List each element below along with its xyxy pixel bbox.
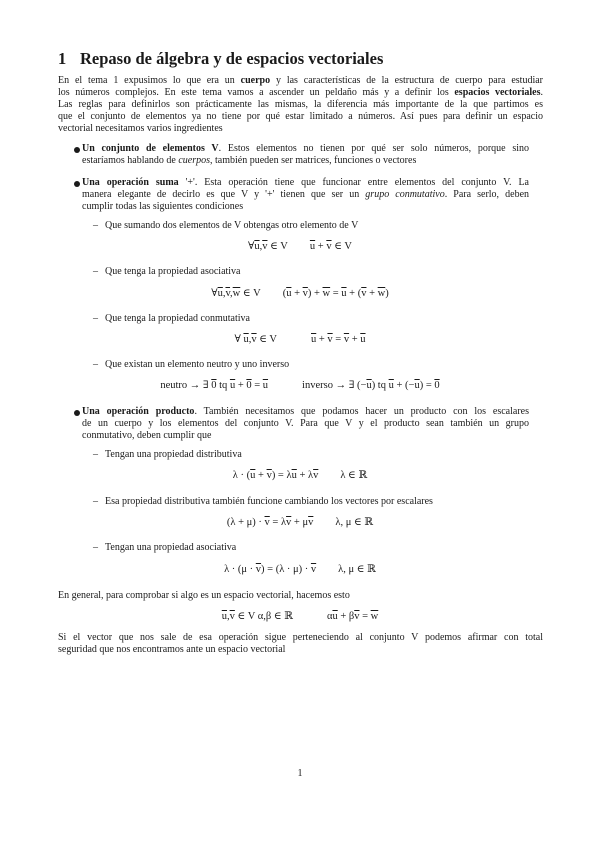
text-segment: vectorial necesitamos varios ingredientes — [58, 123, 223, 134]
general-text: En general, para comprobar si algo es un espacio vectorial, hacemos esto — [58, 590, 350, 601]
text-segment: , también pueden ser matrices, funciones o vectores — [210, 155, 417, 166]
formula-associative: $\forall\overline{u},\overline{v},\overline{w}$ ∈ V $(\overline{u} + \overline{v}) + \overline{w} = \overline{u} + (\overline{v} + \overline{w})$ — [211, 288, 389, 299]
formula-neutral-inverse: neutro → ∃ 0 tq $\overline{u} + 0 = \overline{u}$ inverso → ∃ $(-\overline{u})$ tq $\overline{u} + (-\overline{u}) = 0$ — [160, 380, 440, 391]
subitem-label: – Que sumando dos elementos de V obtengas otro elemento de V — [93, 220, 359, 231]
bold-term: Un conjunto de elementos V — [82, 143, 219, 154]
bullet-line — [82, 418, 529, 430]
text-segment: estaríamos hablando de — [82, 155, 179, 166]
section-number: 1 — [58, 49, 67, 68]
intro-line — [58, 111, 543, 123]
text-segment: manera elegante de decirlo es que V y '+' tienen que ser un — [82, 189, 366, 200]
text-segment: conmutativo, deben cumplir que — [82, 430, 212, 441]
bullet-point — [74, 181, 80, 187]
bullet-point — [74, 410, 80, 416]
formula-distributive: $\lambda \cdot (\overline{u} + \overline{v}) = \lambda\overline{u} + \lambda\overline{v}$ λ ∈ ℝ — [232, 470, 368, 481]
bullet-line — [82, 430, 529, 442]
text-segment: '+'. Esta operación tiene que funcionar entre elementos del conjunto V. La — [178, 177, 529, 188]
text-segment: los números complejos. En este tema vamos a ascender un peldaño más y a definir los — [58, 87, 455, 98]
formula-associative-product: $\lambda \cdot (\mu \cdot \overline{v}) = (\lambda \cdot \mu) \cdot \overline{v}$ λ, μ ∈ ℝ — [224, 564, 376, 575]
text-segment: que el conjunto de elementos ya no tiene por qué estar limitado a números. Así pues para definir un espacio — [58, 111, 543, 122]
intro-line — [58, 99, 543, 111]
closing-line: seguridad que nos encontramos ante un espacio vectorial — [58, 644, 286, 655]
bold-term: espacios vectoriales — [454, 87, 541, 98]
subitem-label: – Que tenga la propiedad asociativa — [93, 266, 241, 277]
text-segment: y las características de la estructura de cuerpo para estudiar — [270, 75, 543, 86]
formula-distributive-scalars: $(\lambda + \mu) \cdot \overline{v} = \lambda\overline{v} + \mu\overline{v}$ λ, μ ∈ ℝ — [226, 517, 374, 528]
text-segment: En el tema 1 expusimos lo que era un — [58, 75, 241, 86]
intro-line — [58, 87, 543, 99]
subitem-label: – Tengan una propiedad distributiva — [93, 449, 242, 460]
section-heading — [58, 49, 383, 69]
page-number: 1 — [297, 768, 303, 779]
text-segment: cumplir todas las siguientes condiciones — [82, 201, 244, 212]
bold-term: Una operación suma — [82, 177, 179, 188]
text-segment: Las reglas para definirlos son prácticamente las mismas, la diferencia más importante de la que partimos es — [58, 99, 543, 110]
bold-term: Una operación producto — [82, 406, 195, 417]
closing-line: Si el vector que nos sale de esa operación sigue perteneciendo al conjunto V podemos afirmar con total — [58, 632, 543, 643]
formula-general: $\overline{u},\overline{v}$ ∈ V α,β ∈ ℝ $\alpha\overline{u} + \beta\overline{v} = \overline{w}$ — [221, 611, 379, 622]
subitem-label: – Que tenga la propiedad conmutativa — [93, 313, 250, 324]
bullet-line — [82, 155, 529, 167]
text-segment: . Estos elementos no tienen por qué ser solo números, porque sino — [218, 143, 529, 154]
bullet-point — [74, 147, 80, 153]
formula-closure: $\forall\overline{u},\overline{v}$ ∈ V $\overline{u} + \overline{v}$ ∈ V — [248, 241, 352, 252]
intro-line — [58, 75, 543, 87]
italic-term: grupo conmutativo — [365, 189, 445, 200]
subitem-label: – Que existan un elemento neutro y uno inverso — [93, 359, 290, 370]
text-segment: de un cuerpo y los elementos del conjunto V. Para que V y el producto sean también un grupo — [82, 418, 529, 429]
subitem-label: – Tengan una propiedad asociativa — [93, 542, 237, 553]
bullet-line — [82, 143, 529, 155]
section-title: Repaso de álgebra y de espacios vectoriales — [80, 49, 384, 68]
bullet-line — [82, 189, 529, 201]
bullet-line — [82, 406, 529, 418]
text-segment: . — [540, 87, 543, 98]
italic-term: cuerpos — [178, 155, 211, 166]
formula-commutative: ∀ $\overline{u},\overline{v}$ ∈ V $\overline{u} + \overline{v} = \overline{v} + \overline{u}$ — [234, 334, 366, 345]
text-segment: . También necesitamos que podamos hacer un producto con los escalares — [194, 406, 529, 417]
intro-line — [58, 123, 543, 135]
subitem-label: – Esa propiedad distributiva también funcione cambiando los vectores por escalares — [93, 496, 433, 507]
bullet-line — [82, 177, 529, 189]
text-segment: . Para serlo, deben — [444, 189, 530, 200]
bold-term: cuerpo — [240, 75, 271, 86]
bullet-line — [82, 201, 529, 213]
